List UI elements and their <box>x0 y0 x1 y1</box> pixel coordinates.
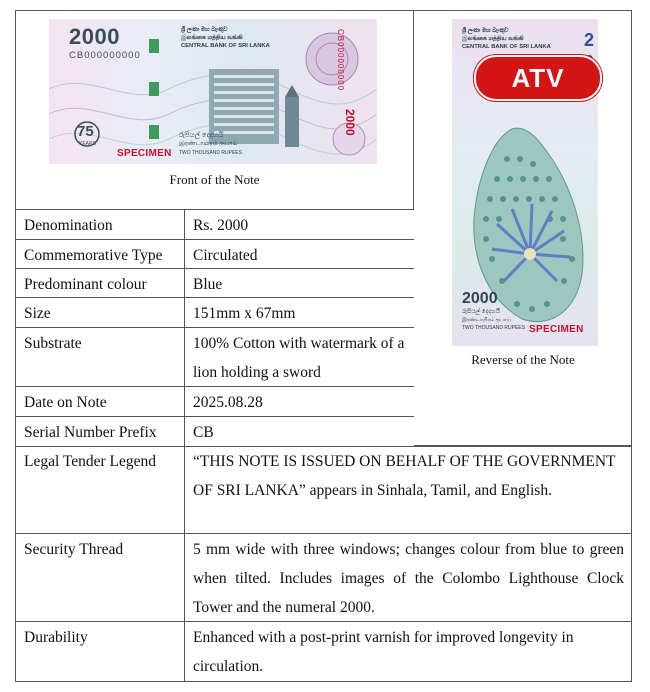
row-value: “THIS NOTE IS ISSUED ON BEHALF OF THE GOVERNMENT OF SRI LANKA” appears in Sinhala, Tamil, and English. <box>193 453 616 499</box>
reverse-bank-english: CENTRAL BANK OF SRI LANKA <box>462 44 551 50</box>
reverse-vertical-denomination: 2 <box>583 30 594 50</box>
anniversary-number: 75 <box>77 123 94 140</box>
table-row <box>15 534 632 622</box>
row-label: Commemorative Type <box>15 240 185 268</box>
row-value: Blue <box>193 276 223 293</box>
table-row <box>15 387 414 417</box>
table-row <box>15 298 414 328</box>
row-label: Date on Note <box>15 387 185 416</box>
row-value: 2025.08.28 <box>193 394 263 411</box>
front-amount-sinhala: රුපියල් දෙදහයි <box>179 132 224 139</box>
front-vertical-denomination: 2000 <box>343 109 357 136</box>
row-value: Circulated <box>193 247 258 264</box>
front-specimen-label: SPECIMEN <box>117 148 172 159</box>
row-value: 100% Cotton with watermark of a lion holding a sword <box>193 335 405 381</box>
table-row <box>15 210 414 240</box>
atv-watermark-logo: ATV <box>474 55 602 101</box>
front-amount-tamil: இரண்டாயிரம் ரூபாய் <box>179 141 238 147</box>
row-value: 5 mm wide with three windows; changes colour from blue to green when tilted. Includes images of the Colombo Lighthouse Clock Tower and the numeral 2000. <box>193 541 624 616</box>
row-label: Size <box>15 298 185 327</box>
front-bank-english: CENTRAL BANK OF SRI LANKA <box>181 43 270 49</box>
front-bank-sinhala: ශ්‍රී ලංකා මහ බැංකුව <box>181 27 228 33</box>
row-label: Predominant colour <box>15 269 185 297</box>
row-label: Security Thread <box>15 534 185 621</box>
table-row <box>15 328 414 387</box>
row-value: 151mm x 67mm <box>193 305 296 322</box>
reverse-amount-sinhala: රුපියල් දෙදහයි <box>462 309 501 315</box>
reverse-bank-sinhala: ශ්‍රී ලංකා මහ බැංකුව <box>462 28 509 34</box>
reverse-amount-english: TWO THOUSAND RUPEES <box>462 325 525 331</box>
table-row <box>15 417 414 446</box>
front-denomination: 2000 <box>69 24 120 49</box>
reverse-amount-tamil: இரண்டாயிரம் ரூபாய் <box>462 317 511 323</box>
reverse-denomination: 2000 <box>462 290 498 307</box>
front-serial-number: CB000000000 <box>69 50 141 61</box>
row-label: Durability <box>15 622 185 682</box>
front-amount-english: TWO THOUSAND RUPEES <box>179 150 242 156</box>
row-value: CB <box>193 424 214 441</box>
reverse-caption: Reverse of the Note <box>471 352 575 367</box>
anniversary-word: YEARS <box>79 141 96 147</box>
table-row <box>15 622 632 682</box>
banknote-front-image <box>49 19 377 164</box>
table-row <box>15 446 632 534</box>
row-label: Legal Tender Legend <box>15 446 185 533</box>
reverse-specimen-label: SPECIMEN <box>529 324 584 335</box>
table-row <box>15 269 414 298</box>
reverse-bank-tamil: இலங்கை மத்திய வங்கி <box>462 36 524 42</box>
front-caption: Front of the Note <box>169 172 260 187</box>
row-value: Enhanced with a post-print varnish for improved longevity in circulation. <box>193 629 574 675</box>
row-label: Serial Number Prefix <box>15 417 185 446</box>
table-row <box>15 240 414 269</box>
row-value: Rs. 2000 <box>193 217 249 234</box>
front-bank-tamil: இலங்கை மத்திய வங்கி <box>181 35 243 41</box>
row-label: Denomination <box>15 210 185 239</box>
front-vertical-serial: CB000000000 <box>336 29 345 92</box>
row-label: Substrate <box>15 328 185 386</box>
